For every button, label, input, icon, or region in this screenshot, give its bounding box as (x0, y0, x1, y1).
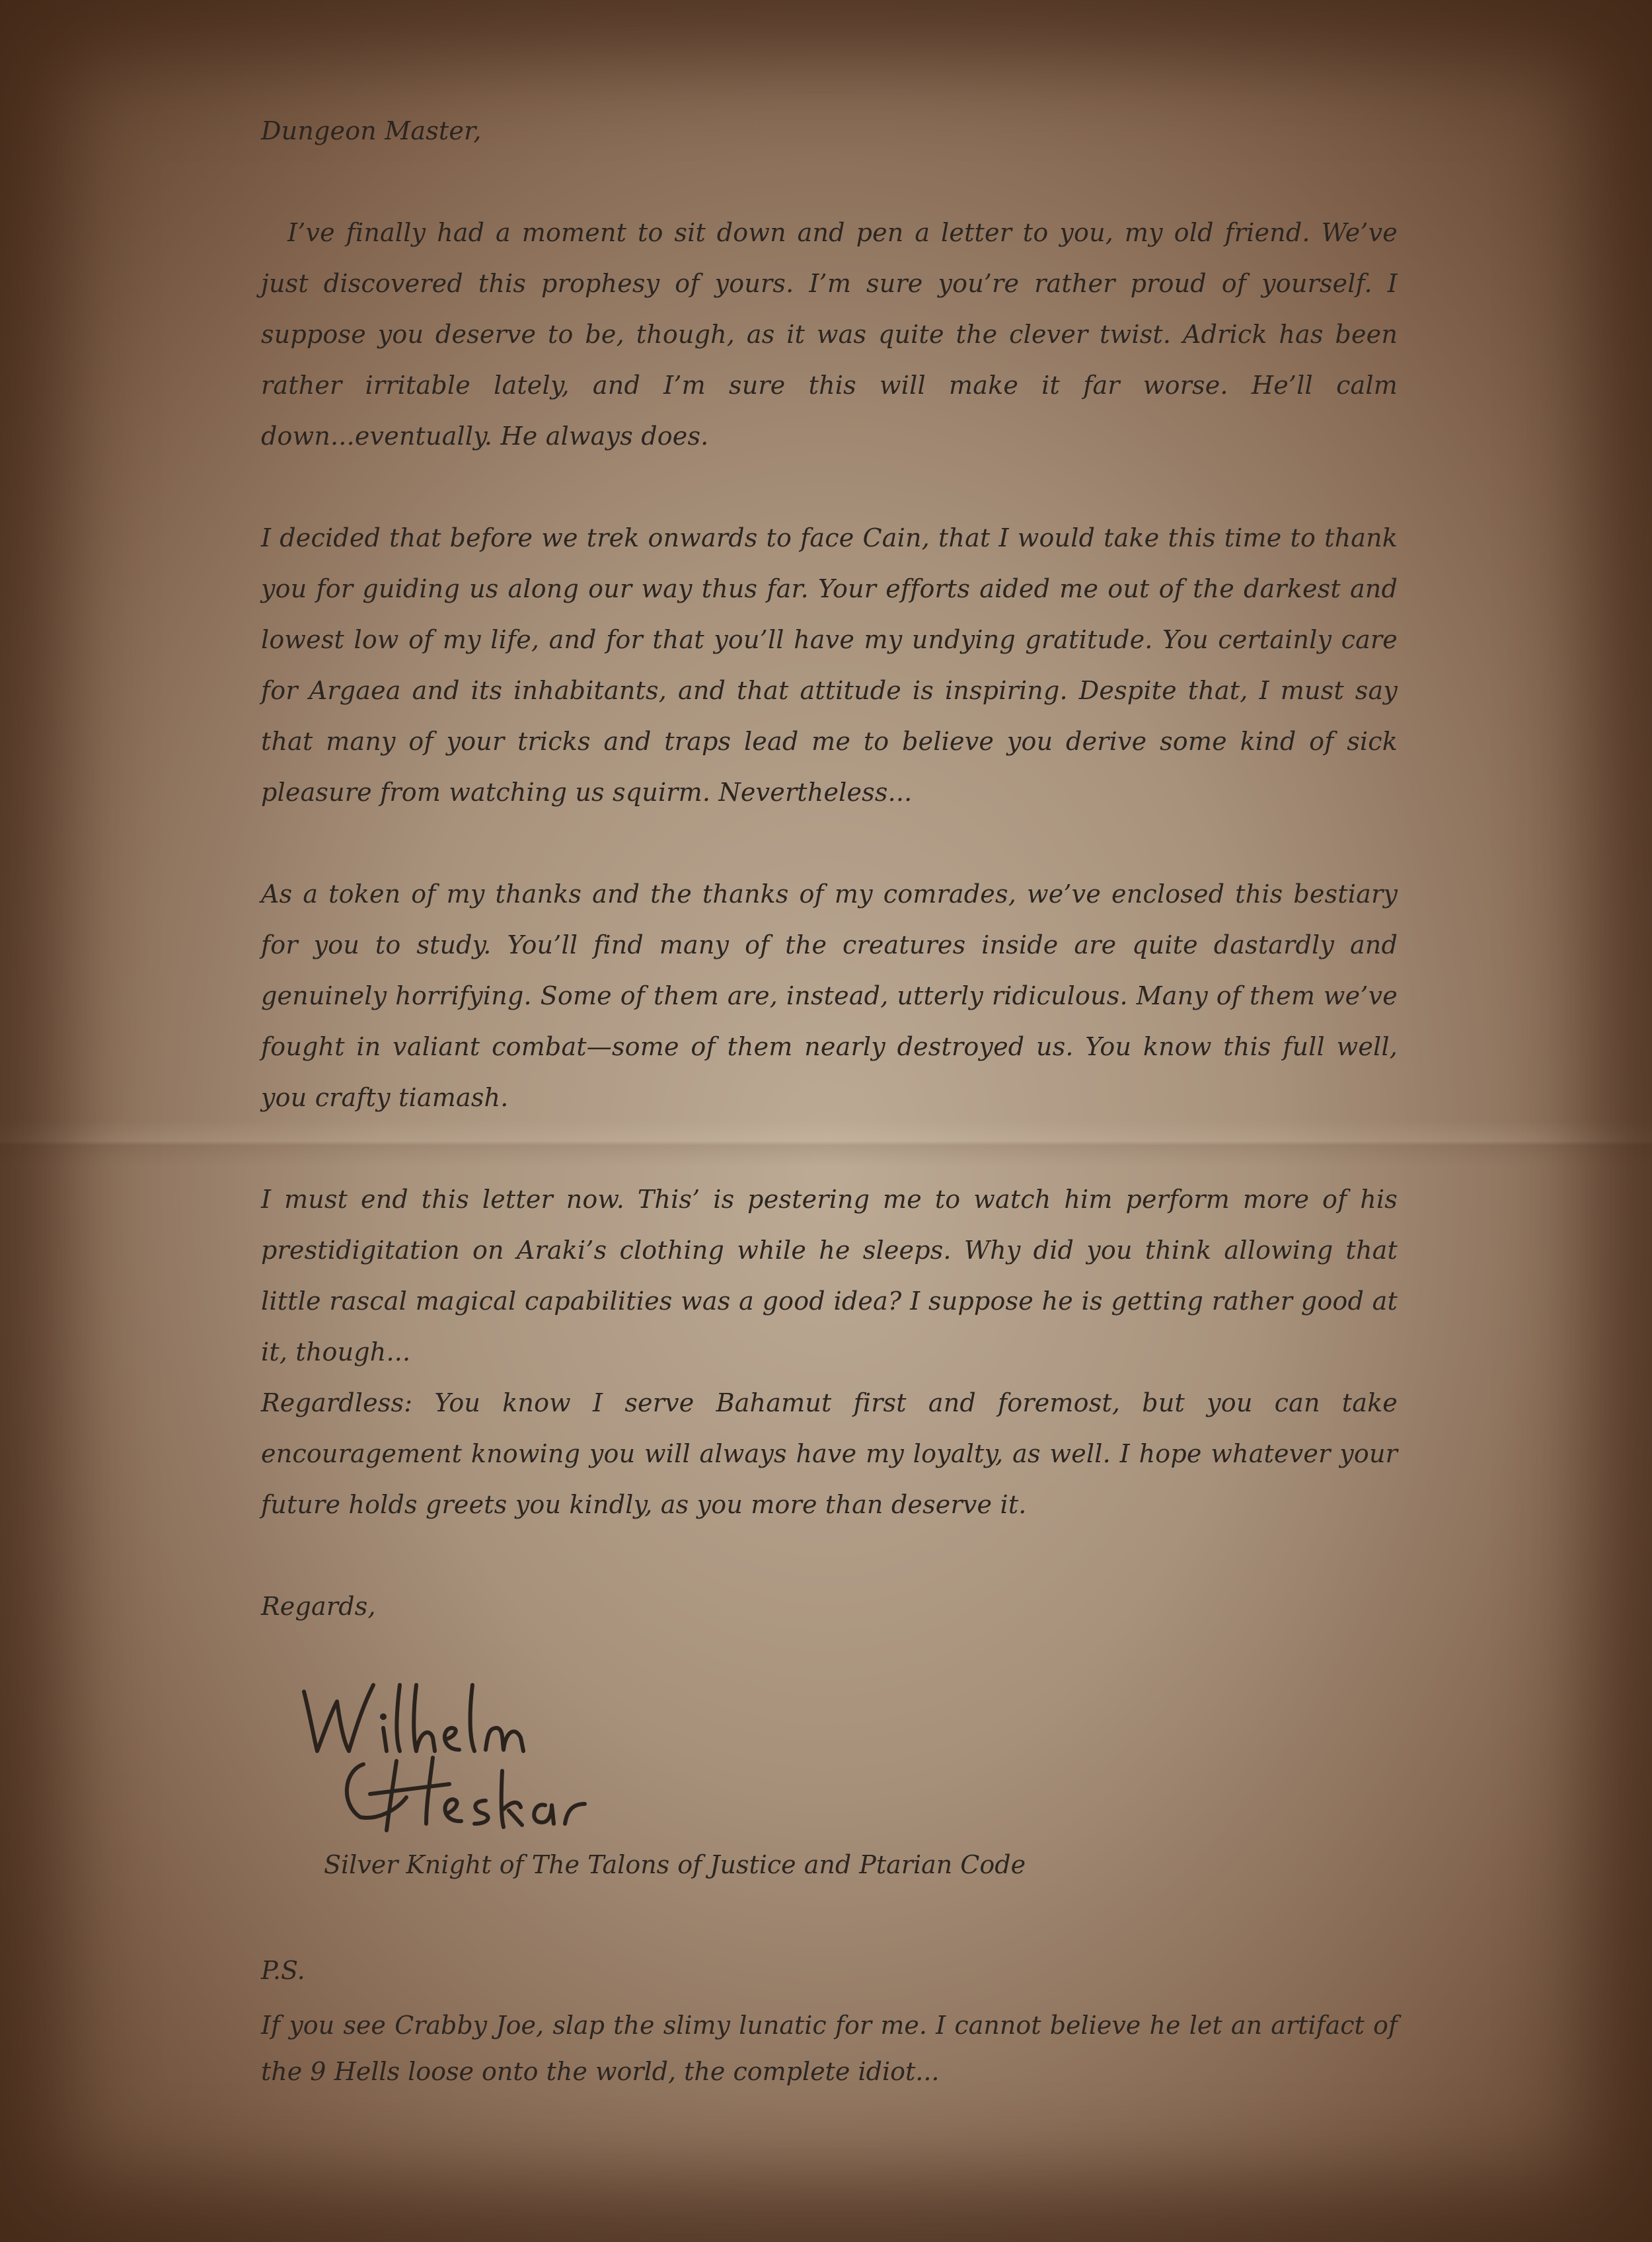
ps-label: P.S. (261, 1956, 305, 1985)
paragraph-1: I’ve finally had a moment to sit down and pen a letter to you, my old friend. We’ve just discovered this prophesy of yours. I’m sure you’re rather proud of yourself. I suppose you deserve to be, though, as it was quite the clever twist. Adrick has been rather irritable lately, and I’m sure this will make it far worse. He’ll calm down...eventually. He always does. (261, 218, 1398, 451)
paragraph-3: As a token of my thanks and the thanks of my comrades, we’ve enclosed this bestiary for you to study. You’ll find many of the creatures inside are quite dastardly and genuinely horrifying. Some of them are, instead, utterly ridiculous. Many of them we’ve fought in valiant combat—some of them nearly destroyed us. You know this full well, you crafty tiamash. (261, 879, 1398, 1112)
paragraph-spacer (261, 1123, 1398, 1174)
paragraph-spacer (261, 1530, 1398, 1581)
handwritten-signature (291, 1665, 661, 1837)
paragraph-spacer (261, 818, 1398, 869)
paragraph-2: I decided that before we trek onwards to face Cain, that I would take this time to thank you for guiding us along our way thus far. Your efforts aided me out of the darkest and lowest low of my life, and for that you’ll have my undying gratitude. You certainly care for Argaea and its inhabitants, and that attitude is inspiring. Despite that, I must say that many of your tricks and traps lead me to believe you derive some kind of sick pleasure from watching us squirm. Nevertheless... (261, 523, 1398, 807)
signer-title: Silver Knight of The Talons of Justice and Ptarian Code (324, 1850, 1026, 1879)
salutation: Dungeon Master, (261, 116, 482, 145)
paragraph-5: Regardless: You know I serve Bahamut first and foremost, but you can take encouragement knowing you will always have my loyalty, as well. I hope whatever your future holds greets you kindly, as you more than deserve it. (261, 1388, 1398, 1519)
closing: Regards, (261, 1592, 376, 1621)
ps-text: If you see Crabby Joe, slap the slimy lunatic for me. I cannot believe he let an artifact of the 9 Hells loose onto the world, the complete idiot... (261, 2011, 1398, 2086)
paragraph-spacer (261, 462, 1398, 513)
letter-body (261, 106, 1398, 1632)
paragraph-4: I must end this letter now. This’ is pestering me to watch him perform more of his prestidigitation on Araki’s clothing while he sleeps. Why did you think allowing that little rascal magical capabilities was a good idea? I suppose he is getting rather good at it, though... (261, 1185, 1398, 1366)
